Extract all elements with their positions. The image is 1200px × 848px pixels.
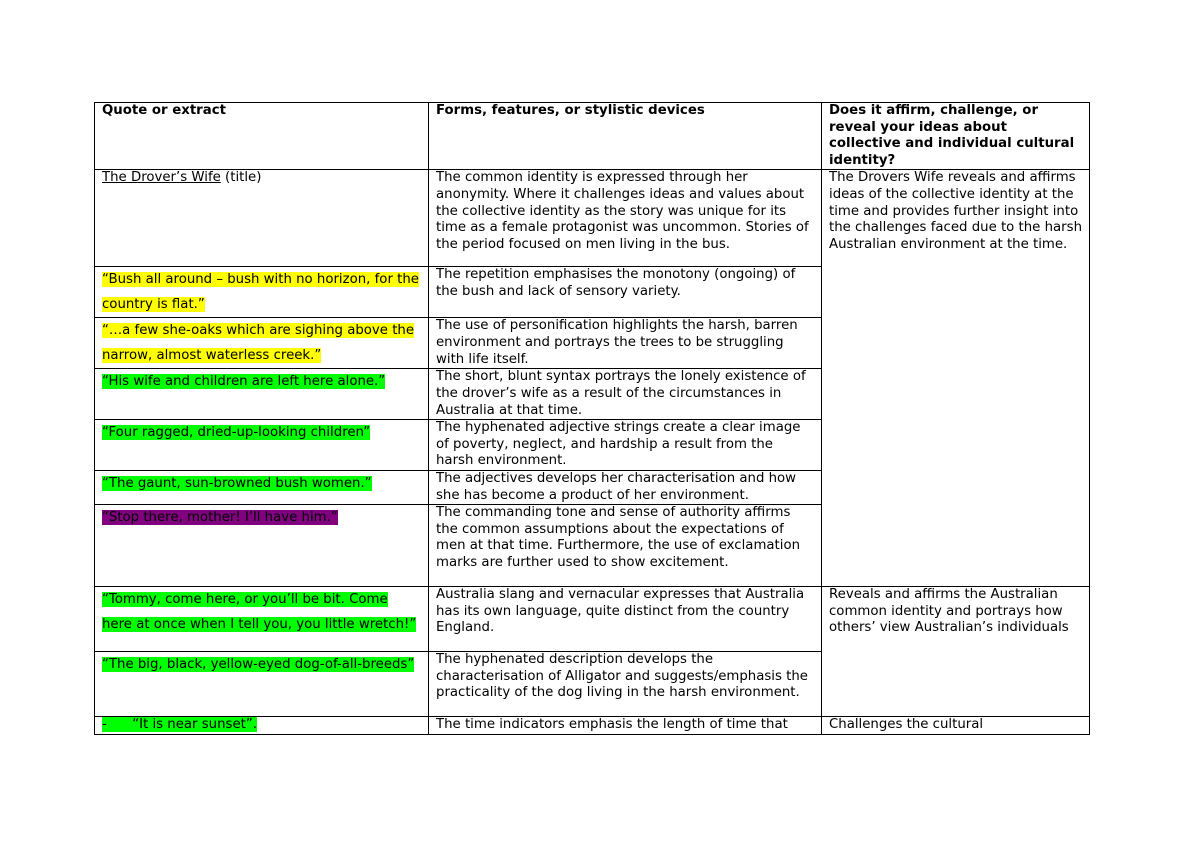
quote-title-suffix: (title) <box>220 170 262 186</box>
table-row <box>95 587 1090 652</box>
forms-cell: The hyphenated description develops the characterisation of Alligator and suggests/emphasis the practicality of the dog living in the harsh environment. <box>429 652 822 717</box>
quote-title: The Drover’s Wife <box>102 170 221 186</box>
quote-cell <box>95 505 429 587</box>
list-bullet: - <box>102 717 107 733</box>
quote-cell <box>95 717 429 735</box>
forms-cell: The hyphenated adjective strings create a clear image of poverty, neglect, and hardship a result from the harsh environment. <box>429 420 822 471</box>
quote-cell <box>95 470 429 504</box>
identity-cell-group-1: The Drovers Wife reveals and affirms ideas of the collective identity at the time and provides further insight into the challenges faced due to the harsh Australian environment at the time. <box>822 170 1090 587</box>
header-identity: Does it affirm, challenge, or reveal your ideas about collective and individual cultural identity? <box>822 103 1090 170</box>
highlighted-quote: “The gaunt, sun-browned bush women.” <box>102 475 372 491</box>
forms-cell: The time indicators emphasis the length of time that <box>429 717 822 735</box>
forms-cell: The adjectives develops her characterisation and how she has become a product of her environment. <box>429 470 822 504</box>
table-row <box>95 170 1090 267</box>
highlighted-quote: “The big, black, yellow-eyed dog-of-all-breeds” <box>102 657 415 673</box>
forms-cell: The short, blunt syntax portrays the lonely existence of the drover’s wife as a result of the circumstances in Australia at that time. <box>429 369 822 420</box>
forms-cell: The commanding tone and sense of authority affirms the common assumptions about the expectations of men at that time. Furthermore, the use of exclamation marks are further used to show excitement. <box>429 505 822 587</box>
forms-cell: The repetition emphasises the monotony (ongoing) of the bush and lack of sensory variety. <box>429 267 822 318</box>
highlighted-quote: “Four ragged, dried-up-looking children” <box>102 425 371 441</box>
forms-cell: The use of personification highlights the harsh, barren environment and portrays the trees to be struggling with life itself. <box>429 318 822 369</box>
identity-cell-group-3: Challenges the cultural <box>822 717 1090 735</box>
header-quote: Quote or extract <box>95 103 429 170</box>
quote-cell <box>95 420 429 471</box>
forms-cell: The common identity is expressed through her anonymity. Where it challenges ideas and values about the collective identity as the story was unique for its time as a female protagonist was uncommon. Stories of the period focused on men living in the bus. <box>429 170 822 267</box>
table-header-row <box>95 103 1090 170</box>
quote-cell <box>95 267 429 318</box>
quote-cell <box>95 369 429 420</box>
quote-cell <box>95 652 429 717</box>
highlighted-quote: “…a few she-oaks which are sighing above the narrow, almost waterless creek.” <box>102 323 415 364</box>
quote-cell <box>95 318 429 369</box>
highlighted-quote: “It is near sunset”. <box>132 717 257 733</box>
highlighted-quote: “His wife and children are left here alone.” <box>102 374 386 390</box>
analysis-table <box>94 102 1090 735</box>
forms-cell: Australia slang and vernacular expresses that Australia has its own language, quite distinct from the country England. <box>429 587 822 652</box>
quote-cell <box>95 170 429 267</box>
highlighted-quote: “Tommy, come here, or you’ll be bit. Come here at once when I tell you, you little wretch!” <box>102 592 417 633</box>
highlighted-quote: “Stop there, mother! I’ll have him.” <box>102 510 338 526</box>
quote-cell <box>95 587 429 652</box>
identity-cell-group-2: Reveals and affirms the Australian common identity and portrays how others’ view Australian’s individuals <box>822 587 1090 717</box>
header-forms: Forms, features, or stylistic devices <box>429 103 822 170</box>
highlighted-quote: “Bush all around – bush with no horizon, for the country is flat.” <box>102 272 419 313</box>
table-row <box>95 717 1090 735</box>
